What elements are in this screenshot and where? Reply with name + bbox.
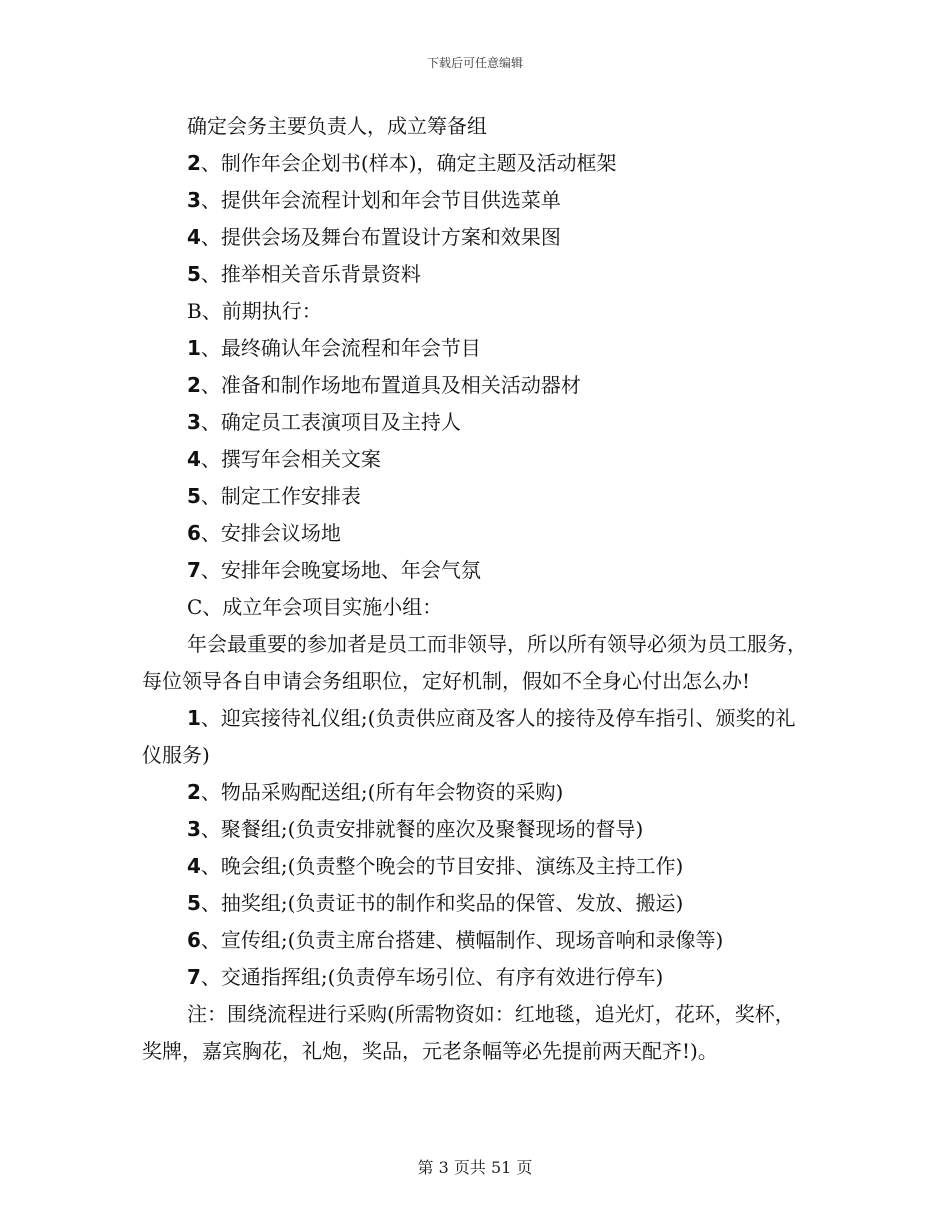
list-item: 4、晚会组;(负责整个晚会的节目安排、演练及主持工作)	[187, 854, 684, 878]
page-footer: 第 3 页共 51 页	[417, 1158, 533, 1177]
list-item: 5、制定工作安排表	[187, 484, 361, 508]
list-item: 6、宣传组;(负责主席台搭建、横幅制作、现场音响和录像等)	[187, 928, 724, 952]
list-item: 3、提供年会流程计划和年会节目供选菜单	[187, 188, 561, 212]
list-item: 5、抽奖组;(负责证书的制作和奖品的保管、发放、搬运)	[187, 891, 684, 915]
list-item: 3、确定员工表演项目及主持人	[187, 410, 461, 434]
note-paragraph: 注：围绕流程进行采购(所需物资如：红地毯，追光灯，花环，奖杯，奖牌，嘉宾胸花，礼炮，奖品，元老条幅等必先提前两天配齐!)。	[142, 1002, 795, 1063]
list-item: 4、撰写年会相关文案	[187, 447, 381, 471]
list-item: 7、安排年会晚宴场地、年会气氛	[187, 558, 481, 582]
page-header: 下载后可任意编辑	[426, 56, 523, 70]
paragraph: 年会最重要的参加者是员工而非领导，所以所有领导必须为员工服务，每位领导各自申请会务组职位，定好机制，假如不全身心付出怎么办!	[142, 632, 807, 693]
list-item: 2、物品采购配送组;(所有年会物资的采购)	[187, 780, 564, 804]
list-item: 2、准备和制作场地布置道具及相关活动器材	[187, 373, 581, 397]
list-item: 1、最终确认年会流程和年会节目	[187, 336, 481, 360]
list-item: 4、提供会场及舞台布置设计方案和效果图	[187, 225, 561, 249]
section-heading: C、成立年会项目实施小组：	[187, 595, 443, 619]
list-item: 7、交通指挥组;(负责停车场引位、有序有效进行停车)	[187, 965, 664, 989]
list-item: 2、制作年会企划书(样本)，确定主题及活动框架	[187, 151, 617, 175]
paragraph: 确定会务主要负责人，成立筹备组	[187, 114, 487, 138]
list-item: 5、推举相关音乐背景资料	[187, 262, 421, 286]
document-body	[142, 108, 812, 1070]
list-item: 1、迎宾接待礼仪组;(负责供应商及客人的接待及停车指引、颁奖的礼仪服务)	[142, 706, 796, 767]
list-item: 6、安排会议场地	[187, 521, 341, 545]
list-item: 3、聚餐组;(负责安排就餐的座次及聚餐现场的督导)	[187, 817, 644, 841]
section-heading: B、前期执行：	[187, 299, 322, 323]
